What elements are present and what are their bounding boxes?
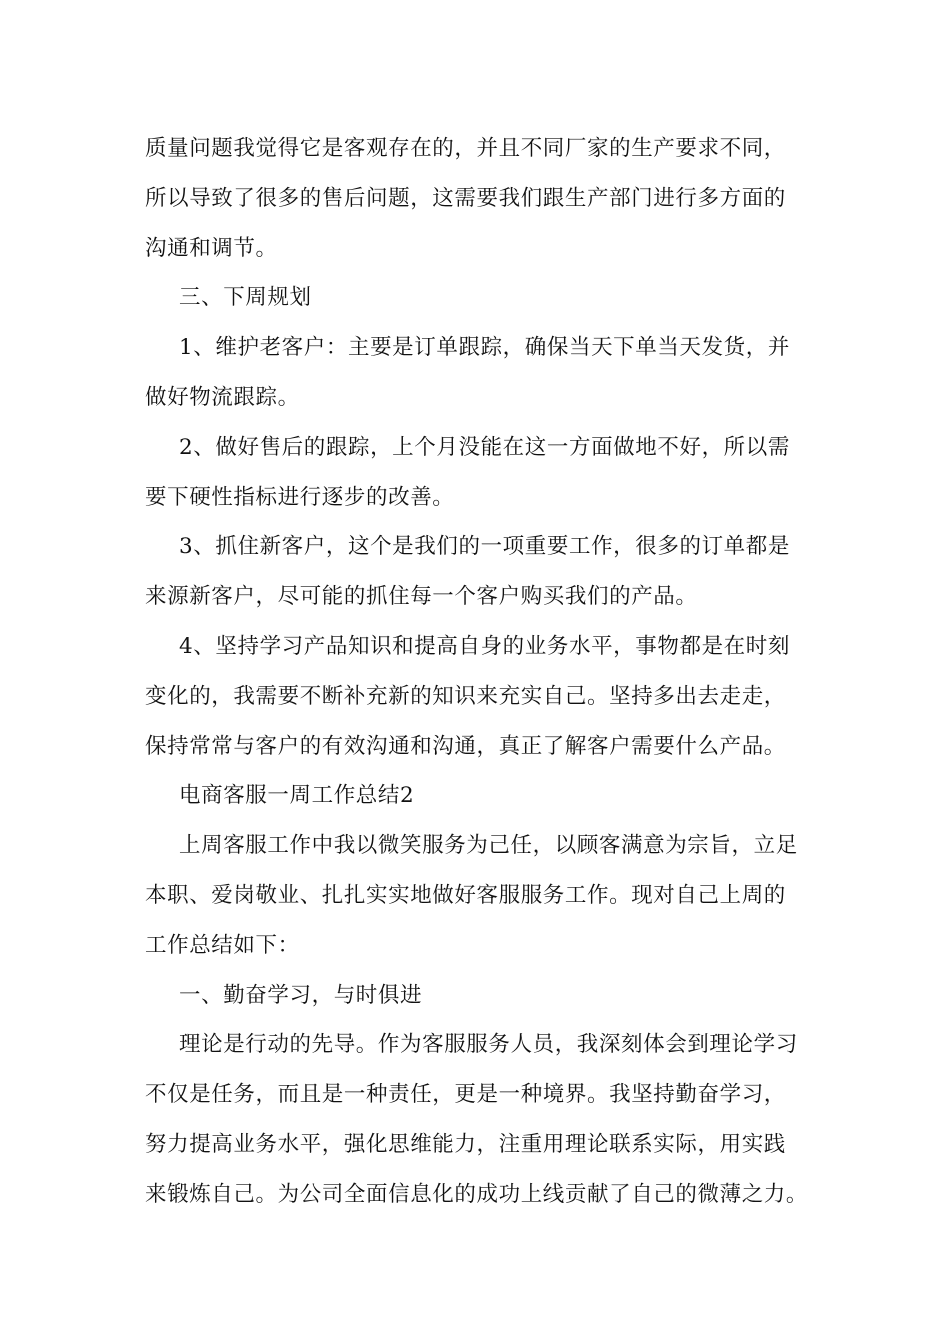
section-heading: 三、下周规划	[179, 285, 312, 311]
text-line: 变化的，我需要不断补充新的知识来充实自己。坚持多出去走走，	[145, 683, 786, 709]
text-line: 保持常常与客户的有效沟通和沟通，真正了解客户需要什么产品。	[145, 733, 786, 759]
text-line: 3、抓住新客户，这个是我们的一项重要工作，很多的订单都是	[179, 534, 790, 560]
text-line: 质量问题我觉得它是客观存在的，并且不同厂家的生产要求不同，	[145, 136, 786, 161]
document-body	[145, 124, 845, 1220]
text-line: 来锻炼自己。为公司全面信息化的成功上线贡献了自己的微薄之力。	[145, 1181, 809, 1207]
text-line: 做好物流跟踪。	[145, 384, 300, 410]
text-line: 工作总结如下：	[145, 932, 300, 958]
text-line: 本职、爱岗敬业、扎扎实实地做好客服服务工作。现对自己上周的	[145, 882, 786, 908]
text-line: 上周客服工作中我以微笑服务为己任，以顾客满意为宗旨，立足	[179, 833, 798, 859]
text-line: 不仅是任务，而且是一种责任，更是一种境界。我坚持勤奋学习，	[145, 1082, 786, 1108]
text-line: 理论是行动的先导。作为客服服务人员，我深刻体会到理论学习	[179, 1032, 798, 1058]
text-line: 要下硬性指标进行逐步的改善。	[145, 484, 455, 510]
text-line: 所以导致了很多的售后问题，这需要我们跟生产部门进行多方面的	[145, 185, 786, 211]
text-line: 来源新客户，尽可能的抓住每一个客户购买我们的产品。	[145, 584, 698, 610]
text-line: 4、坚持学习产品知识和提高自身的业务水平，事物都是在时刻	[179, 633, 790, 659]
text-line: 1、维护老客户：主要是订单跟踪，确保当天下单当天发货，并	[179, 335, 790, 361]
text-line: 2、做好售后的跟踪，上个月没能在这一方面做地不好，所以需	[179, 434, 790, 460]
document-title: 电商客服一周工作总结2	[179, 783, 415, 809]
section-heading: 一、勤奋学习，与时俱进	[179, 982, 423, 1008]
text-line: 努力提高业务水平，强化思维能力，注重用理论联系实际，用实践	[145, 1131, 786, 1157]
text-line: 沟通和调节。	[145, 235, 278, 261]
